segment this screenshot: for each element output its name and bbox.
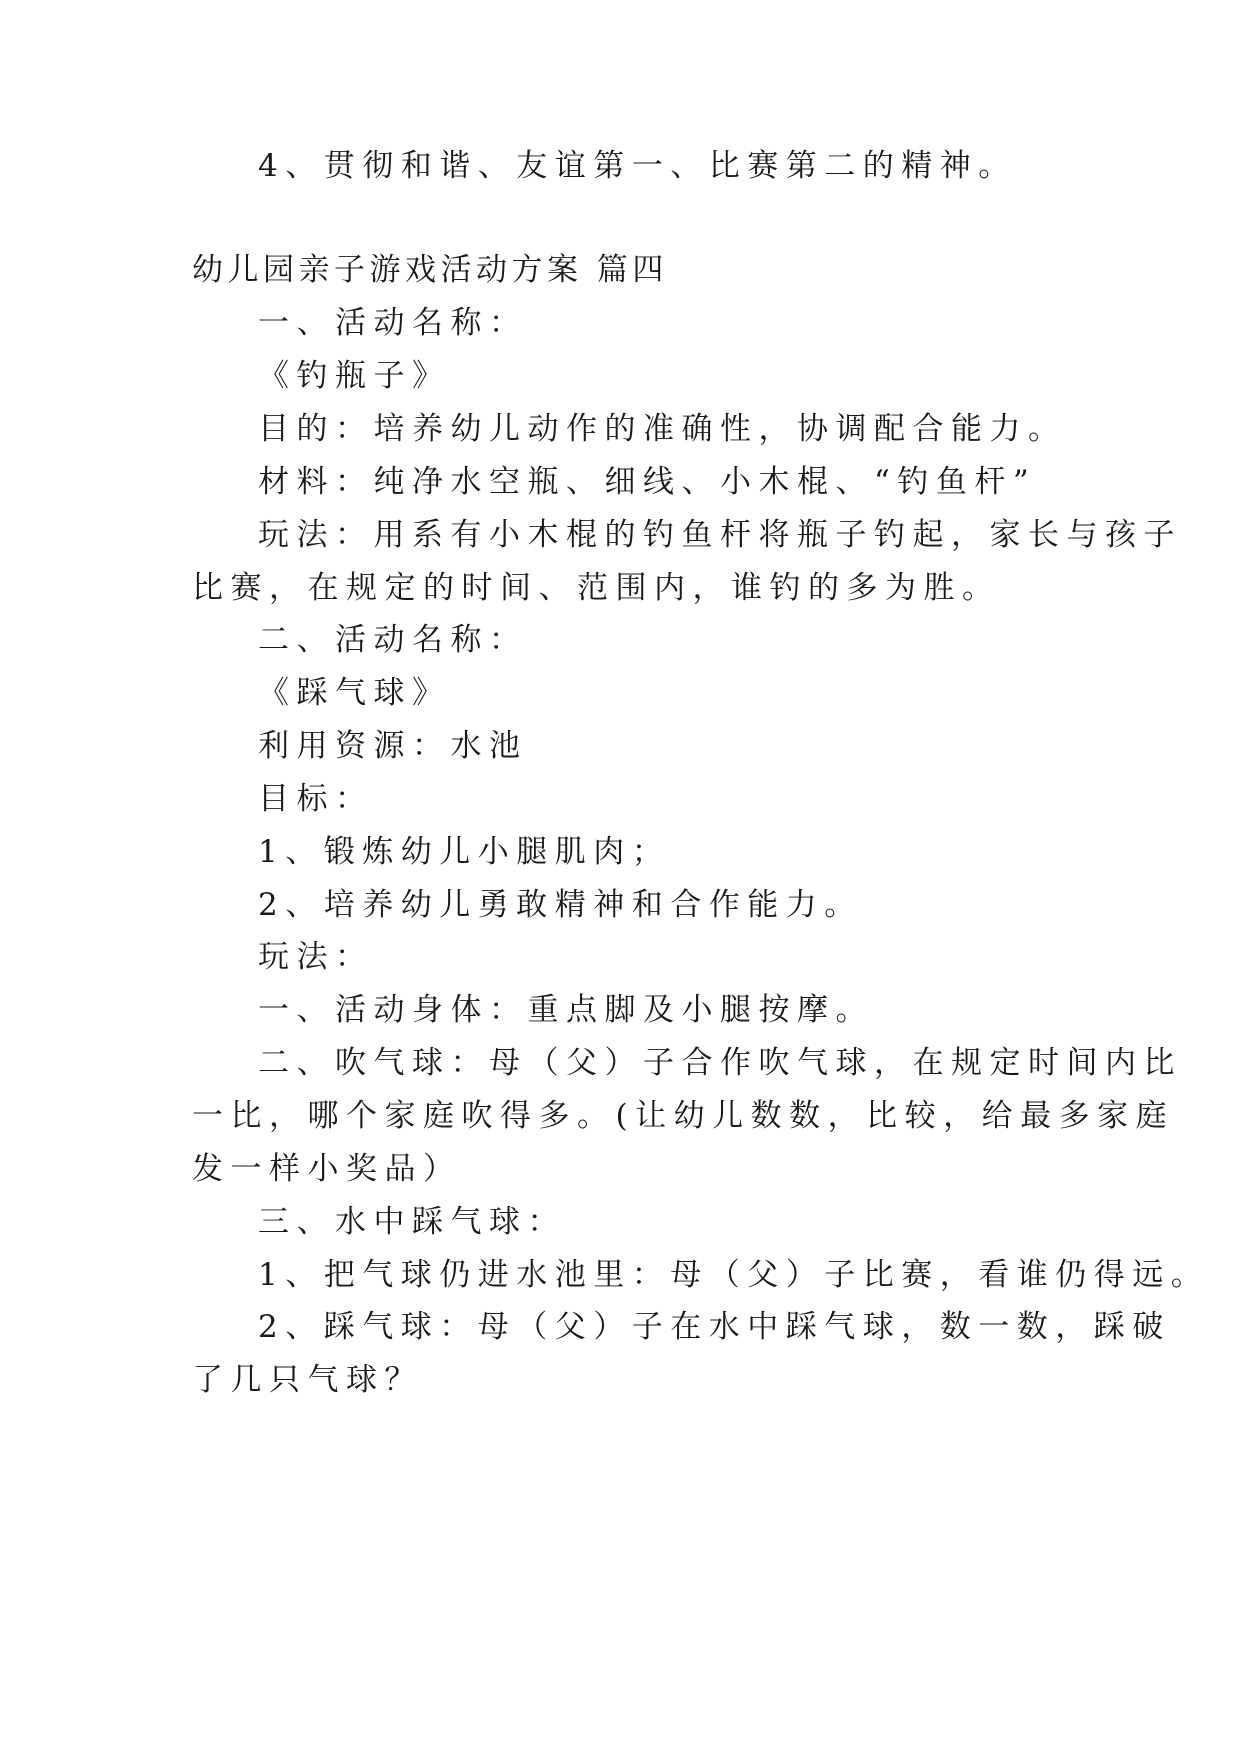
paragraph: 玩法：: [258, 939, 374, 975]
paragraph: 三、水中踩气球：: [258, 1204, 566, 1240]
paragraph: 二、活动名称：: [258, 622, 528, 658]
paragraph: 材料：纯净水空瓶、细线、小木棍、“钓鱼杆”: [258, 464, 1037, 500]
paragraph-continuation: 发一样小奖品）: [192, 1151, 462, 1187]
paragraph: 目标：: [258, 781, 374, 817]
paragraph: 2、培养幼儿勇敢精神和合作能力。: [258, 887, 863, 923]
paragraph: 利用资源：水池: [258, 728, 528, 764]
paragraph: 2、踩气球：母（父）子在水中踩气球，数一数，踩破: [258, 1309, 1171, 1345]
paragraph: 1、锻炼幼儿小腿肌肉；: [258, 834, 671, 870]
paragraph: 4、贯彻和谐、友谊第一、比赛第二的精神。: [258, 148, 1017, 184]
paragraph-continuation: 了几只气球？: [192, 1362, 423, 1398]
paragraph: 《钓瓶子》: [258, 358, 451, 394]
paragraph-continuation: 比赛，在规定的时间、范围内，谁钓的多为胜。: [192, 570, 1001, 606]
paragraph-continuation: 一比，哪个家庭吹得多。(让幼儿数数，比较，给最多家庭: [192, 1098, 1175, 1134]
paragraph: 二、吹气球：母（父）子合作吹气球，在规定时间内比: [258, 1045, 1182, 1081]
paragraph: 一、活动身体：重点脚及小腿按摩。: [258, 992, 874, 1028]
paragraph: 1、把气球仍进水池里：母（父）子比赛，看谁仍得远。: [258, 1257, 1210, 1293]
paragraph: 《踩气球》: [258, 675, 451, 711]
paragraph: 一、活动名称：: [258, 305, 528, 341]
section-title: 幼儿园亲子游戏活动方案 篇四: [192, 252, 668, 288]
paragraph: 目的：培养幼儿动作的准确性，协调配合能力。: [258, 411, 1067, 447]
paragraph: 玩法：用系有小木棍的钓鱼杆将瓶子钓起，家长与孩子: [258, 517, 1182, 553]
